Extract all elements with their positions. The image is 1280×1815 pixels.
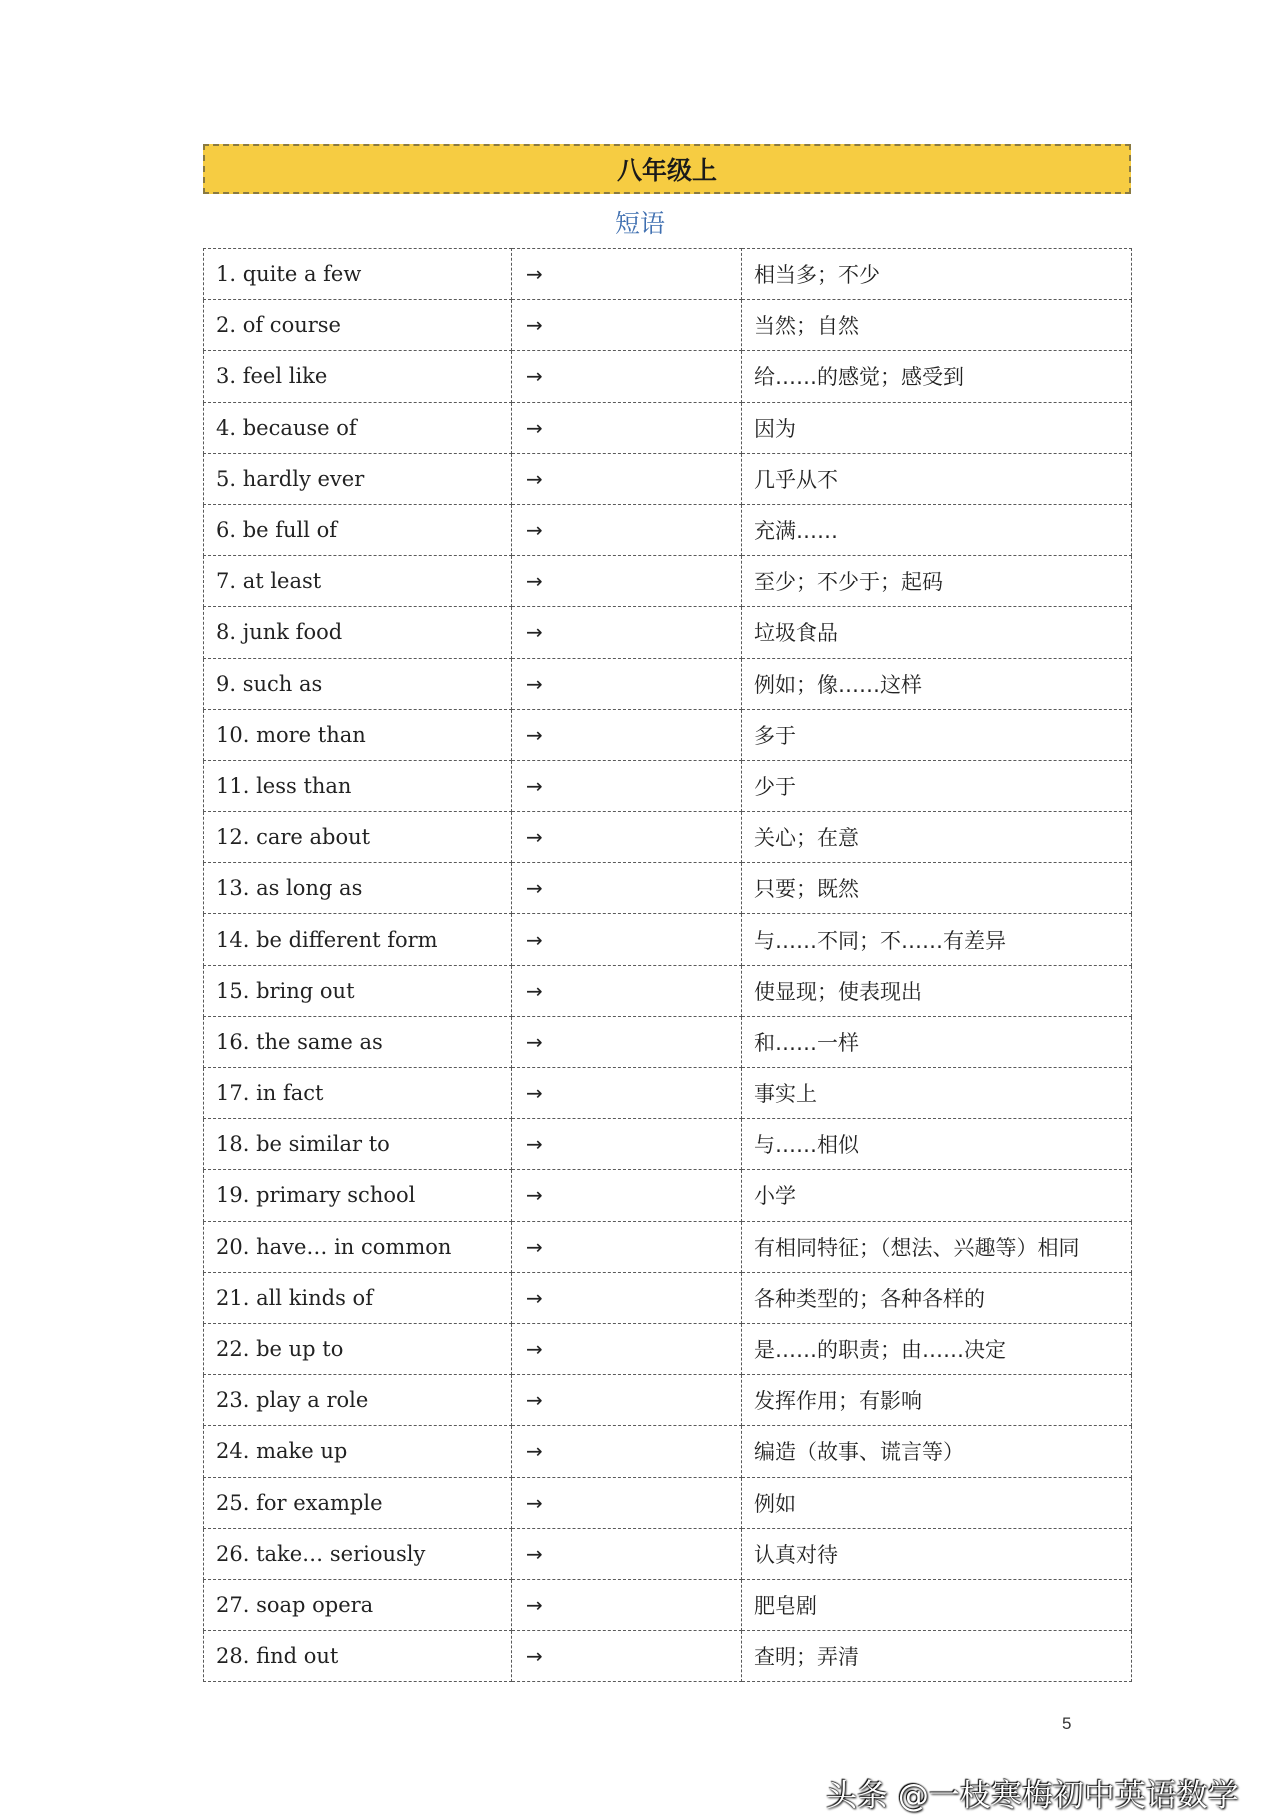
arrow-icon: →	[512, 914, 742, 965]
table-row	[204, 1579, 1132, 1630]
arrow-icon: →	[512, 1323, 742, 1374]
english-phrase: 25. for example	[204, 1477, 512, 1528]
english-phrase: 26. take… seriously	[204, 1528, 512, 1579]
section-subtitle: 短语	[614, 209, 665, 238]
table-row	[204, 1068, 1132, 1119]
arrow-icon: →	[512, 351, 742, 402]
chinese-meaning: 小学	[742, 1170, 1132, 1221]
chinese-meaning: 例如	[742, 1477, 1132, 1528]
chinese-meaning: 多于	[742, 709, 1132, 760]
english-phrase: 12. care about	[204, 812, 512, 863]
arrow-icon: →	[512, 1272, 742, 1323]
arrow-icon: →	[512, 760, 742, 811]
table-row	[204, 1016, 1132, 1067]
chinese-meaning: 编造（故事、谎言等）	[742, 1426, 1132, 1477]
english-phrase: 19. primary school	[204, 1170, 512, 1221]
title-banner	[203, 144, 1131, 194]
table-row	[204, 402, 1132, 453]
english-phrase: 22. be up to	[204, 1323, 512, 1374]
table-row	[204, 1375, 1132, 1426]
chinese-meaning: 认真对待	[742, 1528, 1132, 1579]
chinese-meaning: 至少；不少于；起码	[742, 556, 1132, 607]
table-row	[204, 863, 1132, 914]
table-row	[204, 351, 1132, 402]
arrow-icon: →	[512, 1016, 742, 1067]
chinese-meaning: 几乎从不	[742, 453, 1132, 504]
english-phrase: 13. as long as	[204, 863, 512, 914]
english-phrase: 4. because of	[204, 402, 512, 453]
english-phrase: 10. more than	[204, 709, 512, 760]
table-row	[204, 504, 1132, 555]
table-row	[204, 1221, 1132, 1272]
english-phrase: 18. be similar to	[204, 1119, 512, 1170]
phrase-table-body	[204, 249, 1132, 1682]
chinese-meaning: 与……相似	[742, 1119, 1132, 1170]
chinese-meaning: 垃圾食品	[742, 607, 1132, 658]
table-row	[204, 453, 1132, 504]
table-row	[204, 607, 1132, 658]
page-number: 5	[1062, 1714, 1072, 1733]
page-title: 八年级上	[616, 156, 717, 185]
english-phrase: 3. feel like	[204, 351, 512, 402]
arrow-icon: →	[512, 1528, 742, 1579]
chinese-meaning: 只要；既然	[742, 863, 1132, 914]
table-row	[204, 760, 1132, 811]
english-phrase: 9. such as	[204, 658, 512, 709]
english-phrase: 2. of course	[204, 300, 512, 351]
chinese-meaning: 发挥作用；有影响	[742, 1375, 1132, 1426]
table-row	[204, 1272, 1132, 1323]
chinese-meaning: 使显现；使表现出	[742, 965, 1132, 1016]
arrow-icon: →	[512, 1221, 742, 1272]
english-phrase: 5. hardly ever	[204, 453, 512, 504]
watermark: 头条 @一枝寒梅初中英语数学	[826, 1778, 1239, 1814]
arrow-icon: →	[512, 863, 742, 914]
chinese-meaning: 和……一样	[742, 1016, 1132, 1067]
chinese-meaning: 少于	[742, 760, 1132, 811]
phrase-table	[203, 248, 1132, 1682]
arrow-icon: →	[512, 249, 742, 300]
arrow-icon: →	[512, 1477, 742, 1528]
table-row	[204, 249, 1132, 300]
arrow-icon: →	[512, 1579, 742, 1630]
english-phrase: 1. quite a few	[204, 249, 512, 300]
arrow-icon: →	[512, 402, 742, 453]
table-row	[204, 1119, 1132, 1170]
chinese-meaning: 关心；在意	[742, 812, 1132, 863]
english-phrase: 16. the same as	[204, 1016, 512, 1067]
chinese-meaning: 给……的感觉；感受到	[742, 351, 1132, 402]
arrow-icon: →	[512, 1375, 742, 1426]
arrow-icon: →	[512, 965, 742, 1016]
arrow-icon: →	[512, 1068, 742, 1119]
table-row	[204, 1631, 1132, 1682]
chinese-meaning: 查明；弄清	[742, 1631, 1132, 1682]
chinese-meaning: 当然；自然	[742, 300, 1132, 351]
table-row	[204, 914, 1132, 965]
english-phrase: 14. be different form	[204, 914, 512, 965]
arrow-icon: →	[512, 1170, 742, 1221]
arrow-icon: →	[512, 607, 742, 658]
table-row	[204, 1323, 1132, 1374]
table-row	[204, 709, 1132, 760]
chinese-meaning: 例如；像……这样	[742, 658, 1132, 709]
english-phrase: 28. find out	[204, 1631, 512, 1682]
chinese-meaning: 各种类型的；各种各样的	[742, 1272, 1132, 1323]
arrow-icon: →	[512, 709, 742, 760]
arrow-icon: →	[512, 1426, 742, 1477]
table-row	[204, 812, 1132, 863]
english-phrase: 23. play a role	[204, 1375, 512, 1426]
chinese-meaning: 肥皂剧	[742, 1579, 1132, 1630]
chinese-meaning: 相当多；不少	[742, 249, 1132, 300]
table-row	[204, 1477, 1132, 1528]
english-phrase: 24. make up	[204, 1426, 512, 1477]
chinese-meaning: 事实上	[742, 1068, 1132, 1119]
arrow-icon: →	[512, 453, 742, 504]
chinese-meaning: 与……不同；不……有差异	[742, 914, 1132, 965]
english-phrase: 6. be full of	[204, 504, 512, 555]
english-phrase: 27. soap opera	[204, 1579, 512, 1630]
table-row	[204, 1426, 1132, 1477]
arrow-icon: →	[512, 812, 742, 863]
table-row	[204, 1170, 1132, 1221]
table-row	[204, 965, 1132, 1016]
table-row	[204, 1528, 1132, 1579]
english-phrase: 17. in fact	[204, 1068, 512, 1119]
arrow-icon: →	[512, 1119, 742, 1170]
chinese-meaning: 充满……	[742, 504, 1132, 555]
english-phrase: 15. bring out	[204, 965, 512, 1016]
chinese-meaning: 因为	[742, 402, 1132, 453]
table-row	[204, 300, 1132, 351]
english-phrase: 11. less than	[204, 760, 512, 811]
english-phrase: 21. all kinds of	[204, 1272, 512, 1323]
arrow-icon: →	[512, 300, 742, 351]
english-phrase: 8. junk food	[204, 607, 512, 658]
chinese-meaning: 有相同特征；（想法、兴趣等）相同	[742, 1221, 1132, 1272]
english-phrase: 7. at least	[204, 556, 512, 607]
arrow-icon: →	[512, 1631, 742, 1682]
arrow-icon: →	[512, 504, 742, 555]
table-row	[204, 658, 1132, 709]
table-row	[204, 556, 1132, 607]
chinese-meaning: 是……的职责；由……决定	[742, 1323, 1132, 1374]
english-phrase: 20. have… in common	[204, 1221, 512, 1272]
arrow-icon: →	[512, 658, 742, 709]
arrow-icon: →	[512, 556, 742, 607]
